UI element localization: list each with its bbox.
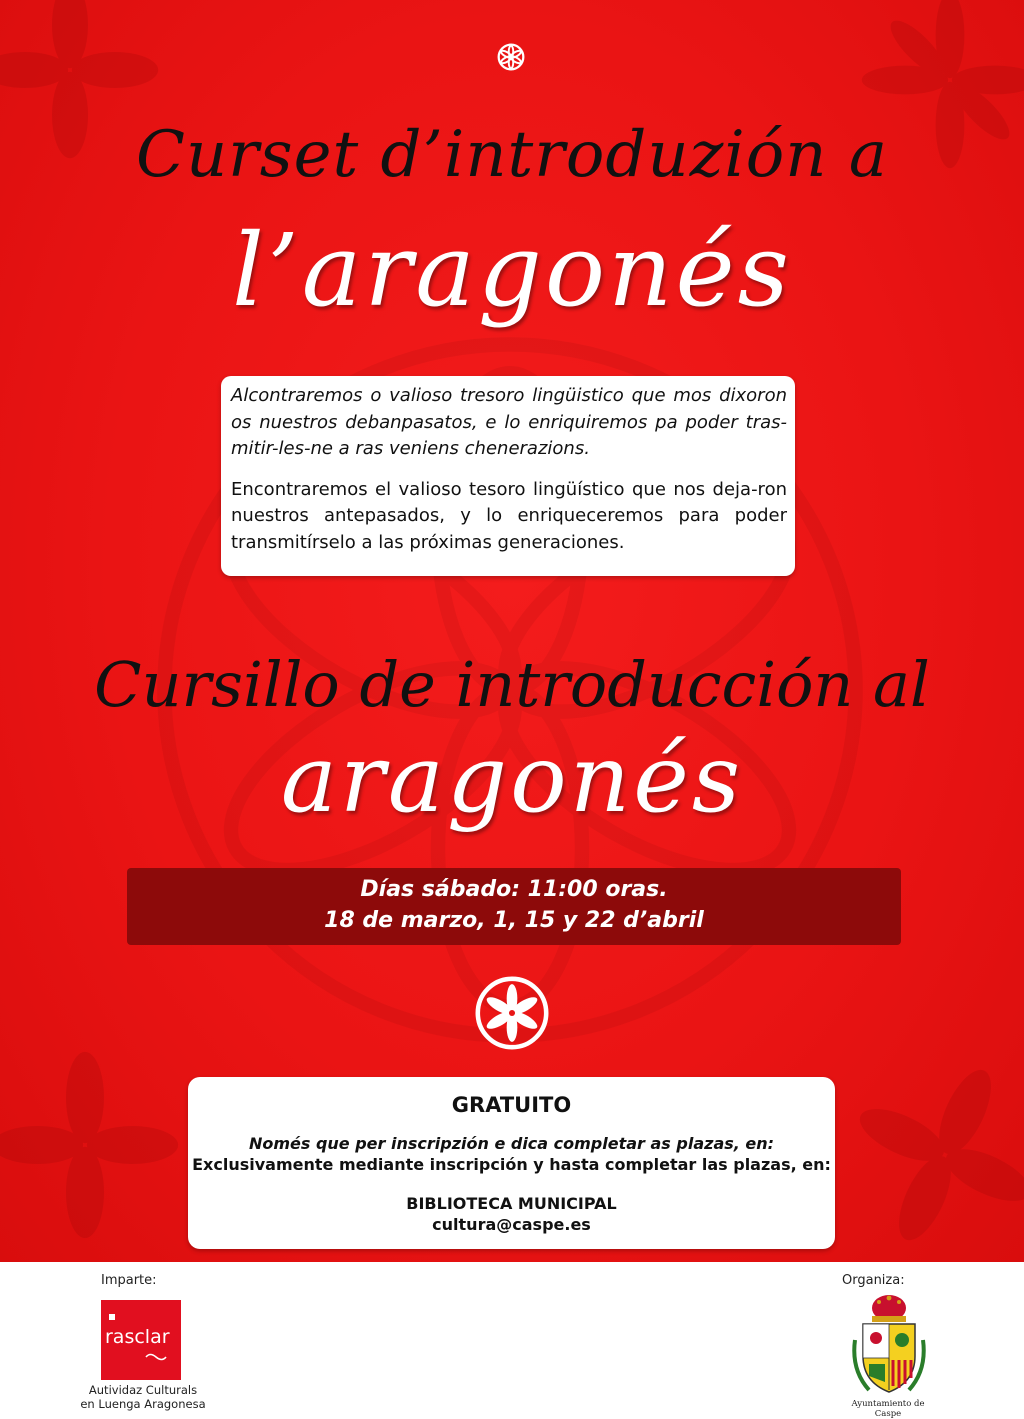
title-aragonese-line2: l’aragonés [232,212,792,329]
rasclar-logo-text: rasclar [105,1326,170,1348]
schedule-band [127,868,901,945]
title-spanish-line1: Cursillo de introducción al [94,648,930,721]
organiza-label: Organiza: [842,1273,905,1288]
corner-rosette-bottom-left-icon [0,1050,180,1240]
rasclar-logo [101,1300,181,1380]
intro-text-box [221,376,795,576]
intro-spanish: Encontraremos el valioso tesoro lingüístico que nos deja-ron nuestros antepasados, y lo enriqueceremos para poder transmitírselo a las próximas generaciones. [231,478,787,553]
registration-note-spanish: Exclusivamente mediante inscripción y hasta completar las plazas, en: [192,1155,831,1174]
schedule-time: Días sábado: 11:00 oras. [360,877,668,902]
registration-info-box [188,1077,835,1249]
crest-icon [849,1290,929,1402]
wave-icon [145,1352,167,1362]
intro-aragonese: Alcontraremos o valioso tresoro lingüistico que mos dixoron os nuestros debanpasatos, e lo enriquiremos pa poder tras-mitir-les-ne a ras veniens chenerazions. [231,385,787,459]
venue-name: BIBLIOTECA MUNICIPAL [406,1194,617,1213]
free-label: GRATUITO [451,1093,572,1117]
schedule-dates: 18 de marzo, 1, 15 y 22 d’abril [324,908,704,933]
rasclar-caption [68,1383,218,1411]
rasclar-logo-dot [109,1314,115,1320]
rosette-icon [497,43,525,71]
rasclar-caption-line2: en Luenga Aragonesa [80,1397,206,1411]
registration-note-aragonese: Només que per inscripzión e dica completar as plazas, en: [248,1134,775,1153]
contact-email: cultura@caspe.es [432,1215,591,1234]
title-spanish-line2: aragonés [280,725,744,834]
title-aragonese-line1: Curset d’introduzión a [135,118,889,192]
rosette-icon [474,975,550,1051]
rasclar-caption-line1: Autividaz Culturals [88,1383,198,1397]
crest-caption: Ayuntamiento de Caspe [851,1399,925,1419]
corner-rosette-bottom-right-icon [850,1060,1024,1250]
imparte-label: Imparte: [101,1273,157,1288]
